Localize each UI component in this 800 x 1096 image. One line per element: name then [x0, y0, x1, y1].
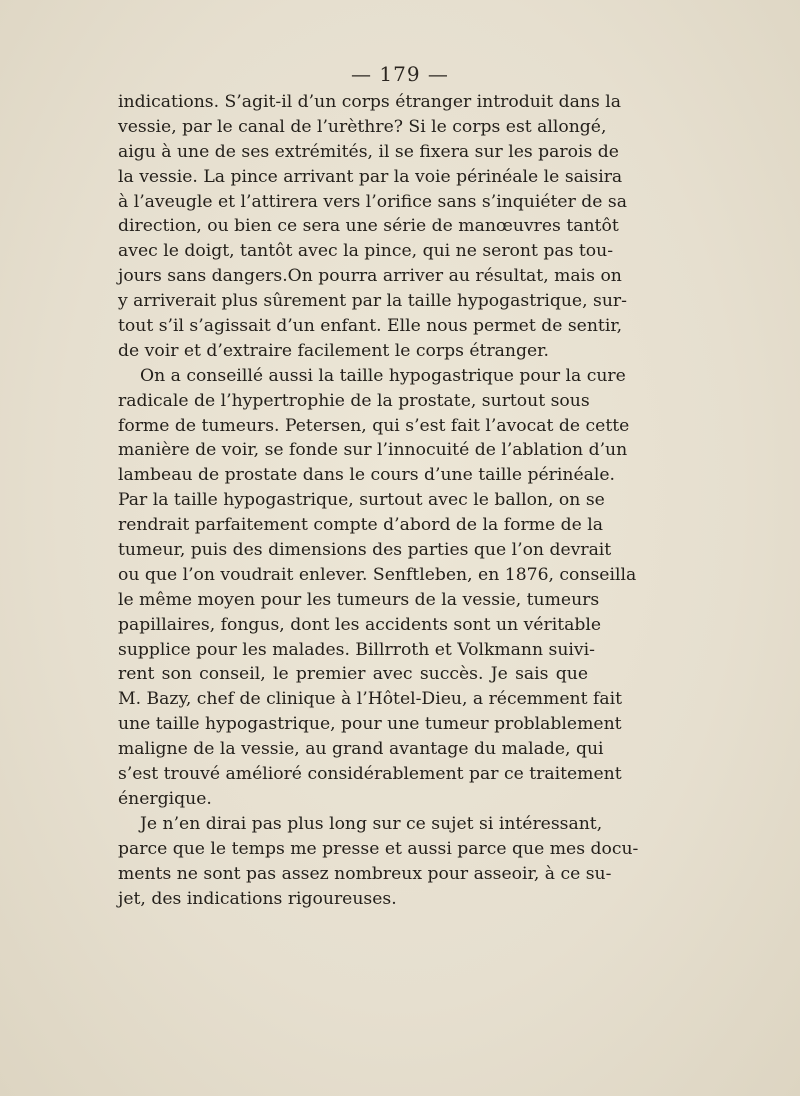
text-line: forme de tumeurs. Petersen, qui s’est fait l’avocat de cette	[118, 415, 630, 436]
text-line: rent son conseil, le premier avec succès. Je sais que	[118, 664, 588, 685]
text-line: le même moyen pour les tumeurs de la vessie, tumeurs	[118, 589, 600, 610]
text-line: manière de voir, se fonde sur l’innocuité de l’ablation d’un	[118, 440, 628, 461]
text-line: On a conseillé aussi la taille hypogastrique pour la cure	[140, 365, 626, 386]
text-line: s’est trouvé amélioré considérablement par ce traitement	[118, 764, 622, 785]
text-line: rendrait parfaitement compte d’abord de la forme de la	[118, 515, 603, 536]
text-line: indications. S’agit-il d’un corps étranger introduit dans la	[118, 92, 621, 112]
page-number: — 179 —	[351, 62, 449, 86]
text-line: parce que le temps me presse et aussi parce que mes docu-	[118, 838, 639, 859]
text-line: jours sans dangers.On pourra arriver au résultat, mais on	[118, 266, 622, 287]
text-line: une taille hypogastrique, pour une tumeur problablement	[118, 714, 622, 735]
text-line: direction, ou bien ce sera une série de manœuvres tantôt	[118, 216, 619, 237]
text-line: supplice pour les malades. Billrroth et Volkmann suivi-	[118, 639, 595, 660]
text-line: tumeur, puis des dimensions des parties que l’on devrait	[118, 540, 612, 561]
body-text	[118, 90, 639, 911]
text-line: ou que l’on voudrait enlever. Senftleben, en 1876, conseilla	[118, 564, 637, 585]
text-line: vessie, par le canal de l’urèthre? Si le corps est allongé,	[118, 116, 607, 137]
text-line: tout s’il s’agissait d’un enfant. Elle nous permet de sentir,	[118, 316, 623, 337]
text-line: à l’aveugle et l’attirera vers l’orifice sans s’inquiéter de sa	[118, 191, 627, 212]
text-line: maligne de la vessie, au grand avantage du malade, qui	[118, 739, 604, 760]
text-line: Je n’en dirai pas plus long sur ce sujet si intéressant,	[140, 813, 603, 834]
text-line: jet, des indications rigoureuses.	[118, 888, 397, 909]
text-line: M. Bazy, chef de clinique à l’Hôtel-Dieu, a récemment fait	[118, 689, 622, 710]
text-line: radicale de l’hypertrophie de la prostate, surtout sous	[118, 390, 590, 411]
text-line: aigu à une de ses extrémités, il se fixera sur les parois de	[118, 141, 619, 162]
text-line: avec le doigt, tantôt avec la pince, qui ne seront pas tou-	[118, 241, 613, 262]
text-line: Par la taille hypogastrique, surtout avec le ballon, on se	[118, 490, 605, 511]
text-line: de voir et d’extraire facilement le corps étranger.	[118, 340, 549, 361]
text-line: énergique.	[118, 788, 212, 809]
text-line: ments ne sont pas assez nombreux pour asseoir, à ce su-	[118, 863, 612, 884]
text-line: y arriverait plus sûrement par la taille hypogastrique, sur-	[118, 291, 627, 312]
text-line: papillaires, fongus, dont les accidents sont un véritable	[118, 614, 602, 635]
text-line: la vessie. La pince arrivant par la voie périnéale le saisira	[118, 166, 623, 187]
text-line: lambeau de prostate dans le cours d’une taille périnéale.	[118, 465, 616, 486]
